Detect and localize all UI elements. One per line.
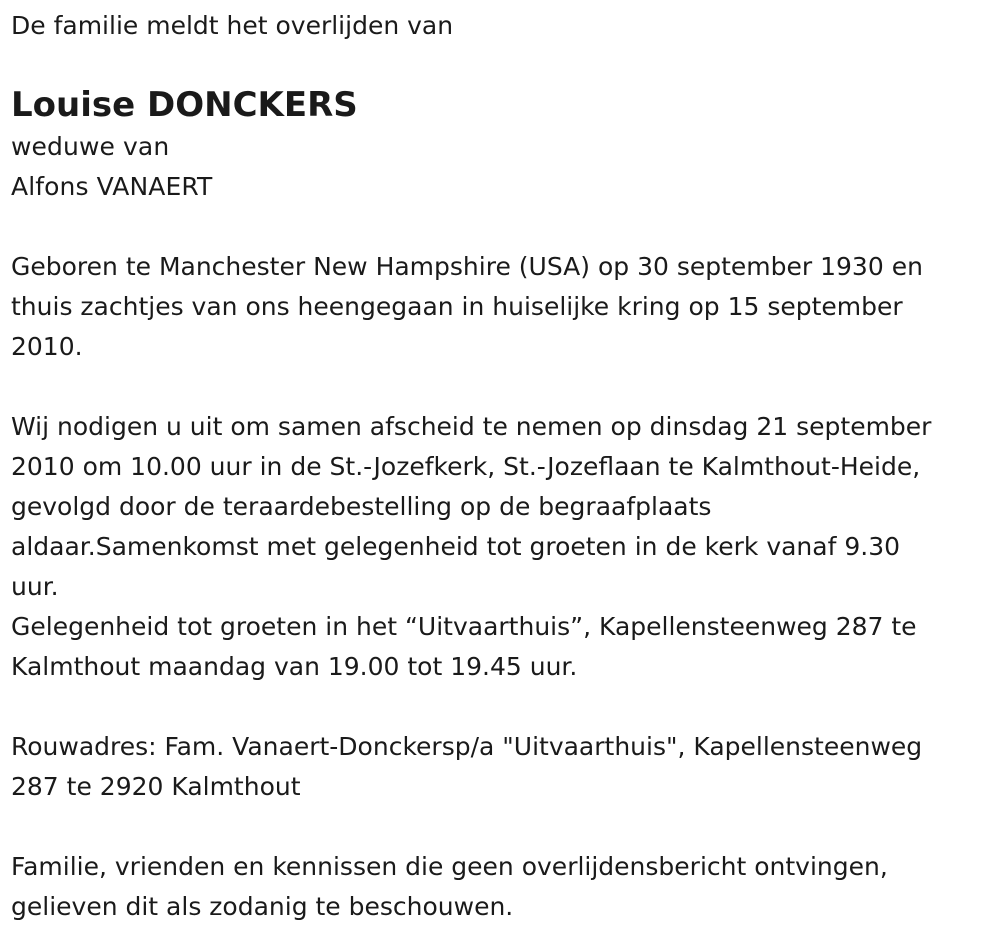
relation-label: weduwe van (11, 132, 170, 161)
ceremony-line: uur. (11, 572, 59, 601)
ceremony-line: aldaar.Samenkomst met gelegenheid tot groeten in de kerk vanaf 9.30 (11, 532, 901, 561)
ceremony-line: 2010 om 10.00 uur in de St.-Jozefkerk, St.-Jozeflaan te Kalmthout-Heide, (11, 452, 921, 481)
closing-line: gelieven dit als zodanig te beschouwen. (11, 892, 514, 921)
address-line: 287 te 2920 Kalmthout (11, 772, 301, 801)
spacer (11, 687, 991, 727)
address-paragraph (11, 727, 991, 807)
spouse-name: Alfons VANAERT (11, 172, 213, 201)
birth-line: thuis zachtjes van ons heengegaan in huiselijke kring op 15 september (11, 292, 903, 321)
ceremony-paragraph (11, 407, 991, 687)
birth-line: 2010. (11, 332, 83, 361)
ceremony-line: gevolgd door de teraardebestelling op de begraafplaats (11, 492, 712, 521)
ceremony-line: Gelegenheid tot groeten in het “Uitvaarthuis”, Kapellensteenweg 287 te (11, 612, 917, 641)
closing-paragraph (11, 847, 991, 927)
intro-text: De familie meldt het overlijden van (11, 11, 454, 40)
closing-line: Familie, vrienden en kennissen die geen overlijdensbericht ontvingen, (11, 852, 888, 881)
spacer (11, 807, 991, 847)
birth-paragraph (11, 247, 991, 367)
spacer (11, 207, 991, 247)
address-line: Rouwadres: Fam. Vanaert-Donckersp/a "Uitvaarthuis", Kapellensteenweg (11, 732, 923, 761)
obituary-document (11, 6, 991, 927)
ceremony-line: Kalmthout maandag van 19.00 tot 19.45 uur. (11, 652, 578, 681)
deceased-name: Louise DONCKERS (11, 85, 358, 125)
ceremony-line: Wij nodigen u uit om samen afscheid te nemen op dinsdag 21 september (11, 412, 932, 441)
spacer (11, 367, 991, 407)
birth-line: Geboren te Manchester New Hampshire (USA) op 30 september 1930 en (11, 252, 923, 281)
